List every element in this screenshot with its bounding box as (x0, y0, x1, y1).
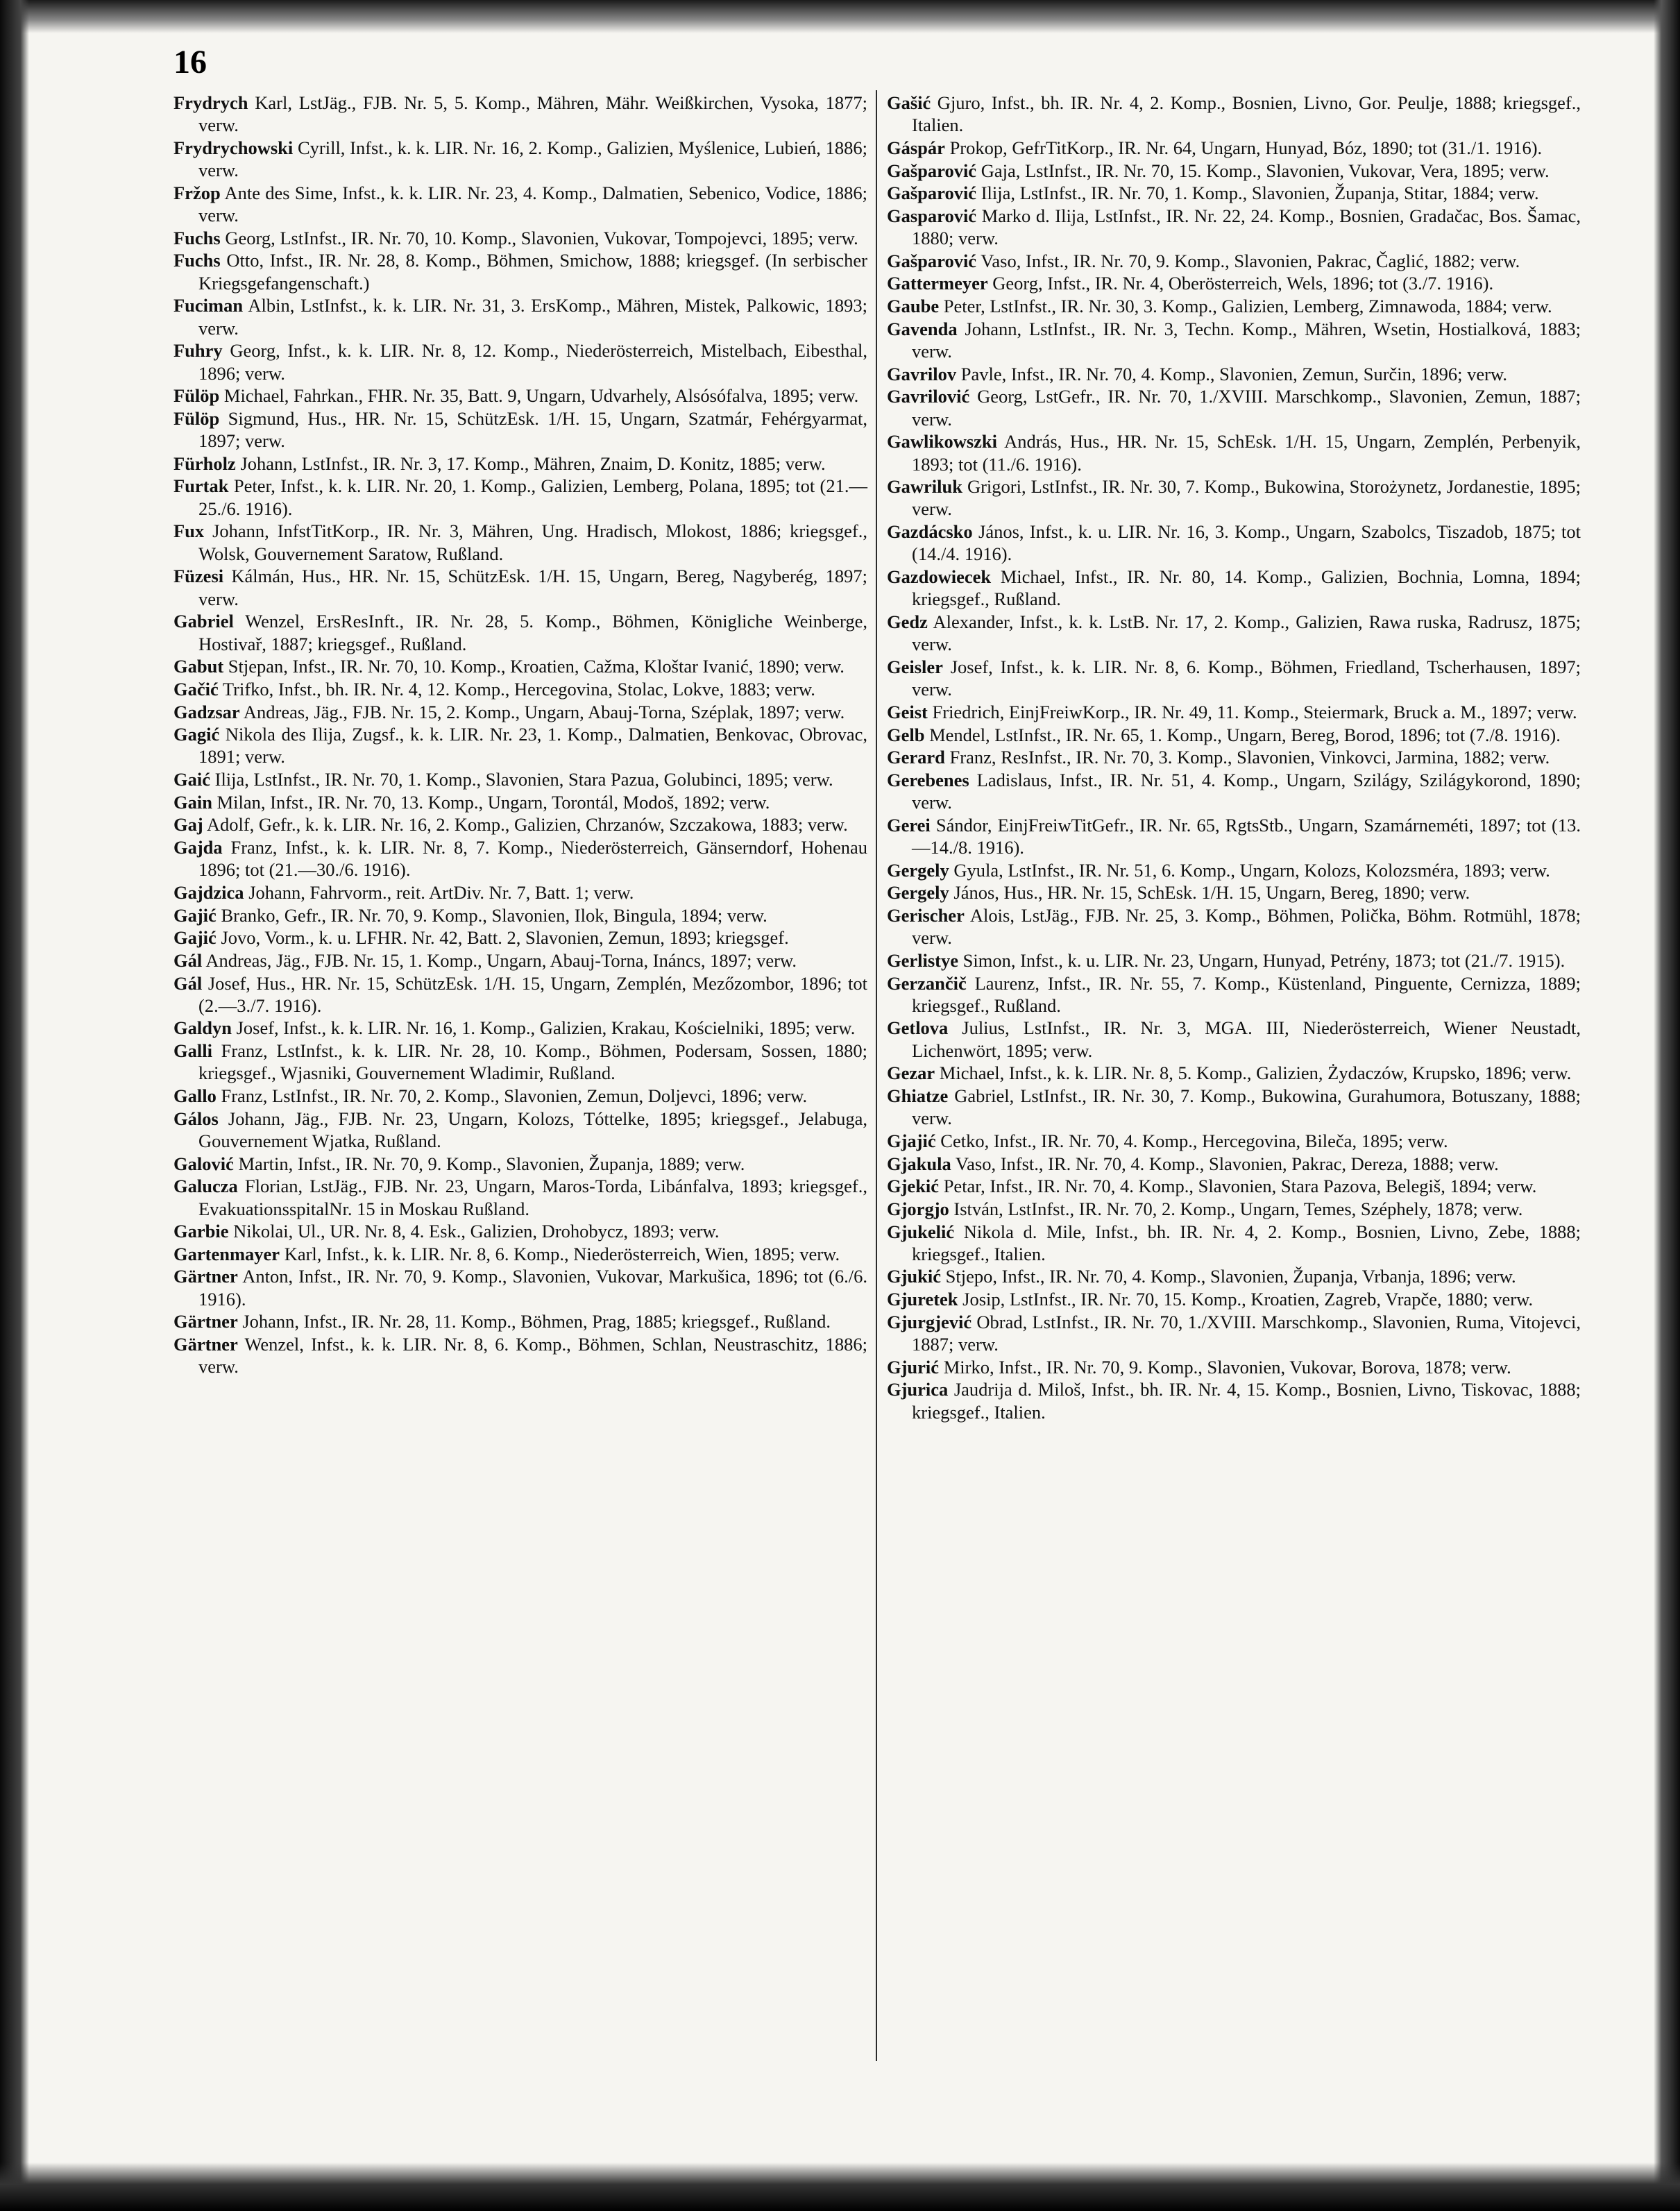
entry-details: Obrad, LstInfst., IR. Nr. 70, 1./XVIII. Marschkomp., Slavonien, Ruma, Vitojevci, 1887; verw. (912, 1311, 1581, 1355)
entry-details: Alois, LstJäg., FJB. Nr. 25, 3. Komp., Böhmen, Polička, Böhm. Rotmühl, 1878; verw. (912, 904, 1581, 949)
casualty-entry (887, 475, 1581, 520)
casualty-entry (173, 249, 867, 294)
entry-surname: Gazdowiecek (887, 566, 992, 588)
entry-surname: Gazdácsko (887, 521, 973, 543)
casualty-entry (887, 701, 1581, 723)
entry-surname: Gačić (173, 678, 219, 700)
entry-surname: Gärtner (173, 1311, 238, 1332)
entry-surname: Gjurgjević (887, 1311, 972, 1332)
casualty-entry (173, 949, 867, 972)
casualty-entry (173, 92, 867, 137)
entry-details: Nikolai, Ul., UR. Nr. 8, 4. Esk., Galizien, Drohobycz, 1893; verw. (228, 1221, 720, 1242)
casualty-entry (173, 1333, 867, 1378)
casualty-entry (887, 904, 1581, 949)
entry-surname: Gajić (173, 927, 217, 949)
casualty-entry (173, 723, 867, 768)
entry-surname: Gajda (173, 837, 223, 858)
entry-surname: Ghiatze (887, 1085, 949, 1107)
entry-surname: Gerzančič (887, 972, 967, 994)
entry-surname: Gattermeyer (887, 273, 988, 294)
casualty-entry (173, 904, 867, 926)
casualty-entry (887, 1198, 1581, 1220)
entry-surname: Gergely (887, 882, 949, 904)
entry-surname: Gaić (173, 769, 210, 790)
entry-details: Andreas, Jäg., FJB. Nr. 15, 1. Komp., Ungarn, Abauj-Torna, Ináncs, 1897; verw. (202, 949, 797, 971)
entry-surname: Gärtner (173, 1334, 238, 1355)
casualty-entry (887, 1017, 1581, 1062)
casualty-entry (173, 520, 867, 565)
entry-details: Peter, LstInfst., IR. Nr. 30, 3. Komp., Galizien, Lemberg, Zimnawoda, 1884; verw. (939, 296, 1552, 317)
entry-surname: Galli (173, 1040, 212, 1062)
entry-details: Georg, LstGefr., IR. Nr. 70, 1./XVIII. Marschkomp., Slavonien, Zemun, 1887; verw. (912, 386, 1581, 430)
casualty-entry (173, 701, 867, 723)
casualty-entry (173, 655, 867, 677)
entry-details: Franz, LstInfst., IR. Nr. 70, 2. Komp., Slavonien, Zemun, Doljevci, 1896; verw. (216, 1085, 808, 1107)
casualty-entry (887, 1311, 1581, 1356)
entry-details: Branko, Gefr., IR. Nr. 70, 9. Komp., Slavonien, Ilok, Bingula, 1894; verw. (216, 904, 767, 926)
casualty-entry (887, 1265, 1581, 1287)
casualty-entry (887, 318, 1581, 363)
casualty-entry (887, 1356, 1581, 1378)
casualty-entry (173, 227, 867, 249)
entry-details: Peter, Infst., k. k. LIR. Nr. 20, 1. Komp., Galizien, Lemberg, Polana, 1895; tot (21.—25./6. 1916). (198, 475, 867, 519)
left-column (173, 92, 867, 1378)
entry-details: Franz, Infst., k. k. LIR. Nr. 8, 7. Komp., Niederösterreich, Gänserndorf, Hohenau 1896; tot (21.—30./6. 1916). (198, 837, 867, 881)
entry-surname: Gavrilović (887, 386, 970, 407)
casualty-entry (887, 814, 1581, 859)
entry-surname: Getlova (887, 1017, 949, 1039)
entry-details: Julius, LstInfst., IR. Nr. 3, MGA. III, Niederösterreich, Wiener Neustadt, Lichenwört, 1895; verw. (912, 1017, 1581, 1061)
entry-details: Martin, Infst., IR. Nr. 70, 9. Komp., Slavonien, Županja, 1889; verw. (233, 1153, 745, 1174)
entry-details: Mendel, LstInfst., IR. Nr. 65, 1. Komp., Ungarn, Bereg, Borod, 1896; tot (7./8. 1916). (924, 724, 1561, 745)
casualty-entry (173, 182, 867, 227)
casualty-entry (887, 1062, 1581, 1084)
entry-details: Franz, ResInfst., IR. Nr. 70, 3. Komp., Slavonien, Vinkovci, Jarmina, 1882; verw. (944, 747, 1550, 768)
casualty-entry (173, 926, 867, 949)
entry-surname: Gjajić (887, 1130, 936, 1151)
entry-surname: Garbie (173, 1221, 229, 1242)
entry-details: Johann, Fahrvorm., reit. ArtDiv. Nr. 7, Batt. 1; verw. (244, 881, 634, 903)
casualty-entry (173, 384, 867, 407)
page-number: 16 (173, 44, 207, 81)
entry-details: Ilija, LstInfst., IR. Nr. 70, 1. Komp., Slavonien, Županja, Stitar, 1884; verw. (976, 183, 1539, 204)
entry-details: Johann, InfstTitKorp., IR. Nr. 3, Mähren, Ung. Hradisch, Mlokost, 1886; kriegsgef., Wolsk, Gouvernement Saratow, Rußland. (198, 520, 867, 564)
casualty-entry (173, 1108, 867, 1153)
entry-details: Milan, Infst., IR. Nr. 70, 13. Komp., Ungarn, Torontál, Modoš, 1892; verw. (212, 791, 770, 813)
entry-details: Josef, Hus., HR. Nr. 15, SchützEsk. 1/H. 15, Ungarn, Zemplén, Mezőzombor, 1896; tot (2.—3./7. 1916). (198, 972, 867, 1016)
entry-surname: Fülöp (173, 385, 220, 407)
entry-surname: Füzesi (173, 566, 224, 587)
casualty-entry (887, 724, 1581, 746)
entry-details: Josef, Infst., k. k. LIR. Nr. 16, 1. Komp., Galizien, Krakau, Kościelniki, 1895; verw. (231, 1017, 856, 1039)
entry-details: Georg, LstInfst., IR. Nr. 70, 10. Komp., Slavonien, Vukovar, Tompojevci, 1895; verw. (220, 227, 858, 248)
entry-details: Adolf, Gefr., k. k. LIR. Nr. 16, 2. Komp., Galizien, Chrzanów, Szczakowa, 1883; verw. (203, 814, 848, 836)
entry-surname: Gjakula (887, 1153, 951, 1174)
entry-surname: Gavenda (887, 318, 958, 339)
entry-details: Stjepan, Infst., IR. Nr. 70, 10. Komp., Kroatien, Cažma, Kloštar Ivanić, 1890; verw. (223, 656, 845, 677)
entry-surname: Frydrych (173, 92, 248, 113)
casualty-entry (173, 565, 867, 610)
entry-details: Johann, LstInfst., IR. Nr. 3, Techn. Komp., Mähren, Wsetin, Hostialková, 1883; verw. (912, 318, 1581, 362)
casualty-entry (173, 972, 867, 1017)
entry-surname: Gál (173, 972, 203, 994)
casualty-entry (887, 746, 1581, 768)
entry-surname: Furtak (173, 475, 229, 497)
casualty-entry (887, 1130, 1581, 1152)
entry-surname: Fuchs (173, 227, 221, 248)
entry-details: Otto, Infst., IR. Nr. 28, 8. Komp., Böhmen, Smichow, 1888; kriegsgef. (In serbischer Kriegsgefangenschaft.) (198, 250, 867, 294)
entry-surname: Gerebenes (887, 769, 969, 790)
entry-details: Johann, Jäg., FJB. Nr. 23, Ungarn, Kolozs, Tóttelke, 1895; kriegsgef., Jelabuga, Gouvernement Wjatka, Rußland. (198, 1108, 867, 1151)
entry-surname: Gašić (887, 92, 931, 113)
scan-border-right (1654, 0, 1680, 2211)
entry-details: Nikola des Ilija, Zugsf., k. k. LIR. Nr. 23, 1. Komp., Dalmatien, Benkovac, Obrovac, 1891; verw. (198, 724, 867, 768)
casualty-entry (173, 836, 867, 881)
casualty-entry (887, 972, 1581, 1017)
entry-details: István, LstInfst., IR. Nr. 70, 2. Komp., Ungarn, Temes, Széphely, 1878; verw. (949, 1198, 1523, 1219)
entry-details: Gaja, LstInfst., IR. Nr. 70, 15. Komp., Slavonien, Vukovar, Vera, 1895; verw. (976, 160, 1550, 181)
entry-details: András, Hus., HR. Nr. 15, SchEsk. 1/H. 15, Ungarn, Zemplén, Perbenyik, 1893; tot (11./6. 1916). (912, 431, 1581, 475)
entry-surname: Gašparović (887, 183, 977, 204)
casualty-entry (173, 1310, 867, 1332)
entry-details: Michael, Infst., IR. Nr. 80, 14. Komp., Galizien, Bochnia, Lomna, 1894; kriegsgef., Rußland. (912, 566, 1581, 610)
column-divider (876, 90, 877, 2061)
casualty-entry (887, 1175, 1581, 1197)
entry-details: Laurenz, Infst., IR. Nr. 55, 7. Komp., Küstenland, Pinguente, Cernizza, 1889; kriegsgef., Rußland. (912, 972, 1581, 1016)
entry-details: Wenzel, ErsResInft., IR. Nr. 28, 5. Komp., Böhmen, Königliche Weinberge, Hostivař, 1887; kriegsgef., Rußland. (198, 611, 867, 654)
casualty-entry (173, 1175, 867, 1220)
entry-details: Josip, LstInfst., IR. Nr. 70, 15. Komp., Kroatien, Zagreb, Vrapče, 1880; verw. (958, 1289, 1534, 1310)
scan-border-left (0, 0, 29, 2211)
entry-surname: Gajić (173, 904, 217, 926)
entry-details: Nikola d. Mile, Infst., bh. IR. Nr. 4, 2. Komp., Bosnien, Livno, Zebe, 1888; kriegsgef., Italien. (912, 1221, 1581, 1264)
entry-surname: Gjekić (887, 1176, 940, 1197)
entry-details: Stjepo, Infst., IR. Nr. 70, 4. Komp., Slavonien, Županja, Vrbanja, 1896; verw. (941, 1266, 1516, 1287)
casualty-entry (887, 769, 1581, 814)
entry-surname: Gáspár (887, 137, 945, 158)
casualty-entry (887, 1378, 1581, 1423)
entry-surname: Gašparović (887, 250, 977, 271)
entry-details: Simon, Infst., k. u. LIR. Nr. 23, Ungarn, Hunyad, Petrény, 1873; tot (21./7. 1915). (958, 949, 1566, 971)
casualty-entry (887, 92, 1581, 137)
entry-surname: Gjukić (887, 1266, 942, 1287)
entry-surname: Gjurić (887, 1356, 940, 1378)
entry-details: Cyrill, Infst., k. k. LIR. Nr. 16, 2. Komp., Galizien, Myślenice, Lubień, 1886; verw. (198, 137, 867, 181)
entry-details: Gyula, LstInfst., IR. Nr. 51, 6. Komp., Ungarn, Kolozs, Kolozsméra, 1893; verw. (949, 859, 1550, 881)
casualty-entry (887, 250, 1581, 272)
entry-details: Anton, Infst., IR. Nr. 70, 9. Komp., Slavonien, Vukovar, Markušica, 1896; tot (6./6. 1916). (198, 1266, 867, 1310)
casualty-entry (887, 160, 1581, 182)
casualty-entry (173, 1243, 867, 1265)
entry-surname: Gadzsar (173, 701, 240, 722)
entry-details: Jaudrija d. Miloš, Infst., bh. IR. Nr. 4, 15. Komp., Bosnien, Livno, Tiskovac, 1888; kriegsgef., Italien. (912, 1379, 1581, 1423)
entry-surname: Gawlikowszki (887, 431, 998, 452)
casualty-entry (887, 1221, 1581, 1266)
entry-surname: Gál (173, 949, 203, 971)
casualty-entry (173, 452, 867, 475)
entry-surname: Gergely (887, 859, 949, 881)
entry-surname: Gjukelić (887, 1221, 955, 1242)
entry-details: Prokop, GefrTitKorp., IR. Nr. 64, Ungarn, Hunyad, Bóz, 1890; tot (31./1. 1916). (944, 137, 1543, 158)
entry-surname: Gaube (887, 296, 940, 317)
entry-details: János, Infst., k. u. LIR. Nr. 16, 3. Komp., Ungarn, Szabolcs, Tiszadob, 1875; tot (14./4. 1916). (912, 521, 1581, 565)
entry-surname: Gjuretek (887, 1289, 958, 1310)
entry-surname: Geisler (887, 656, 943, 677)
entry-details: Georg, Infst., k. k. LIR. Nr. 8, 12. Komp., Niederösterreich, Mistelbach, Eibesthal, 1896; verw. (198, 340, 867, 384)
entry-surname: Gerischer (887, 904, 965, 926)
entry-surname: Gerard (887, 747, 945, 768)
entry-surname: Gagić (173, 724, 220, 745)
casualty-entry (887, 385, 1581, 430)
entry-details: Trifko, Infst., bh. IR. Nr. 4, 12. Komp., Hercegovina, Stolac, Lokve, 1883; verw. (218, 678, 815, 700)
entry-surname: Gedz (887, 611, 928, 632)
casualty-entry (887, 1288, 1581, 1310)
casualty-entry (173, 610, 867, 655)
entry-details: Grigori, LstInfst., IR. Nr. 30, 7. Komp., Bukowina, Storożynetz, Jordanestie, 1895; verw. (912, 476, 1581, 520)
entry-surname: Gezar (887, 1062, 935, 1084)
entry-surname: Gabriel (173, 611, 234, 632)
entry-surname: Gavrilov (887, 363, 957, 384)
scan-border-top (0, 0, 1680, 33)
entry-details: Karl, LstJäg., FJB. Nr. 5, 5. Komp., Mähren, Mähr. Weißkirchen, Vysoka, 1877; verw. (198, 92, 867, 136)
entry-details: Petar, Infst., IR. Nr. 70, 4. Komp., Slavonien, Stara Pazova, Belegiš, 1894; verw. (939, 1176, 1537, 1197)
entry-surname: Gjorgjo (887, 1198, 949, 1219)
entry-details: Mirko, Infst., IR. Nr. 70, 9. Komp., Slavonien, Vukovar, Borova, 1878; verw. (939, 1356, 1511, 1378)
casualty-entry (887, 520, 1581, 566)
entry-details: Josef, Infst., k. k. LIR. Nr. 8, 6. Komp., Böhmen, Friedland, Tscherhausen, 1897; verw. (912, 656, 1581, 700)
entry-surname: Galdyn (173, 1017, 232, 1039)
entry-details: Cetko, Infst., IR. Nr. 70, 4. Komp., Hercegovina, Bileča, 1895; verw. (935, 1130, 1448, 1151)
entry-details: Ilija, LstInfst., IR. Nr. 70, 1. Komp., Slavonien, Stara Pazua, Golubinci, 1895; verw. (210, 769, 833, 790)
casualty-entry (887, 881, 1581, 904)
casualty-entry (887, 566, 1581, 611)
entry-surname: Gaj (173, 814, 203, 836)
entry-surname: Galović (173, 1153, 234, 1174)
entry-details: Gjuro, Infst., bh. IR. Nr. 4, 2. Komp., Bosnien, Livno, Gor. Peulje, 1888; kriegsgef., Italien. (912, 92, 1581, 136)
entry-surname: Gasparović (887, 205, 977, 226)
casualty-entry (887, 611, 1581, 656)
casualty-entry (173, 791, 867, 813)
entry-details: Andreas, Jäg., FJB. Nr. 15, 2. Komp., Ungarn, Abauj-Torna, Széplak, 1897; verw. (239, 701, 845, 722)
casualty-entry (173, 1085, 867, 1107)
entry-details: Wenzel, Infst., k. k. LIR. Nr. 8, 6. Komp., Böhmen, Schlan, Neustraschitz, 1886; verw. (198, 1334, 867, 1378)
entry-surname: Fržop (173, 182, 221, 203)
entry-details: Albin, LstInfst., k. k. LIR. Nr. 31, 3. ErsKomp., Mähren, Mistek, Palkowic, 1893; verw. (198, 295, 867, 339)
entry-details: Alexander, Infst., k. k. LstB. Nr. 17, 2. Komp., Galizien, Rawa ruska, Radrusz, 1875; verw. (912, 611, 1581, 655)
casualty-entry (173, 1040, 867, 1085)
casualty-entry (173, 813, 867, 836)
casualty-entry (887, 1153, 1581, 1175)
entry-surname: Fürholz (173, 452, 236, 474)
casualty-entry (887, 363, 1581, 385)
entry-surname: Gelb (887, 724, 925, 745)
entry-details: Vaso, Infst., IR. Nr. 70, 4. Komp., Slavonien, Pakrac, Dereza, 1888; verw. (951, 1153, 1499, 1174)
entry-surname: Gálos (173, 1108, 219, 1129)
entry-details: Ante des Sime, Infst., k. k. LIR. Nr. 23, 4. Komp., Dalmatien, Sebenico, Vodice, 1886; verw. (198, 182, 867, 226)
entry-details: Gabriel, LstInfst., IR. Nr. 30, 7. Komp., Bukowina, Gurahumora, Botuszany, 1888; verw. (912, 1085, 1581, 1129)
right-column (887, 92, 1581, 1423)
entry-surname: Gabut (173, 656, 224, 677)
entry-surname: Fuhry (173, 340, 223, 362)
entry-surname: Gärtner (173, 1266, 238, 1287)
entry-surname: Geist (887, 701, 928, 722)
casualty-entry (173, 137, 867, 182)
entry-details: Jovo, Vorm., k. u. LFHR. Nr. 42, Batt. 2, Slavonien, Zemun, 1893; kriegsgef. (216, 927, 789, 949)
entry-details: Georg, Infst., IR. Nr. 4, Oberösterreich, Wels, 1896; tot (3./7. 1916). (987, 273, 1494, 294)
casualty-entry (173, 678, 867, 700)
entry-surname: Frydrychowski (173, 137, 294, 158)
entry-details: János, Hus., HR. Nr. 15, SchEsk. 1/H. 15, Ungarn, Bereg, 1890; verw. (949, 882, 1470, 904)
entry-surname: Gawriluk (887, 476, 962, 498)
entry-details: Karl, Infst., k. k. LIR. Nr. 8, 6. Komp., Niederösterreich, Wien, 1895; verw. (280, 1243, 840, 1264)
entry-surname: Fülöp (173, 407, 220, 429)
entry-surname: Gallo (173, 1085, 217, 1107)
entry-surname: Gjurica (887, 1379, 949, 1400)
entry-surname: Galucza (173, 1176, 238, 1197)
casualty-entry (887, 137, 1581, 159)
entry-details: Michael, Fahrkan., FHR. Nr. 35, Batt. 9, Ungarn, Udvarhely, Alsósófalva, 1895; verw. (219, 385, 859, 407)
casualty-entry (173, 407, 867, 452)
entry-surname: Gajdzica (173, 881, 244, 903)
casualty-entry (173, 339, 867, 384)
casualty-entry (887, 656, 1581, 701)
casualty-entry (887, 182, 1581, 204)
casualty-entry (887, 430, 1581, 475)
casualty-entry (173, 1017, 867, 1039)
entry-details: Florian, LstJäg., FJB. Nr. 23, Ungarn, Maros-Torda, Libánfalva, 1893; kriegsgef., EvakuationsspitalNr. 15 in Moskau Rußland. (198, 1176, 867, 1219)
casualty-entry (173, 294, 867, 339)
entry-details: Johann, Infst., IR. Nr. 28, 11. Komp., Böhmen, Prag, 1885; kriegsgef., Rußland. (237, 1311, 831, 1332)
entry-surname: Gerei (887, 814, 931, 836)
entry-details: Johann, LstInfst., IR. Nr. 3, 17. Komp., Mähren, Znaim, D. Konitz, 1885; verw. (235, 452, 826, 474)
entry-surname: Fuciman (173, 295, 244, 316)
casualty-entry (887, 949, 1581, 972)
entry-details: Friedrich, EinjFreiwKorp., IR. Nr. 49, 11. Komp., Steiermark, Bruck a. M., 1897; verw. (927, 701, 1577, 722)
entry-details: Franz, LstInfst., k. k. LIR. Nr. 28, 10. Komp., Böhmen, Podersam, Sossen, 1880; kriegsgef., Wjasniki, Gouvernement Wladimir, Rußland. (198, 1040, 867, 1084)
entry-details: Pavle, Infst., IR. Nr. 70, 4. Komp., Slavonien, Zemun, Surčin, 1896; verw. (956, 363, 1508, 384)
entry-surname: Fux (173, 520, 205, 542)
entry-details: Michael, Infst., k. k. LIR. Nr. 8, 5. Komp., Galizien, Żydaczów, Krupsko, 1896; verw. (935, 1062, 1572, 1084)
casualty-entry (887, 1085, 1581, 1130)
scan-border-bottom (0, 2162, 1680, 2211)
entry-details: Vaso, Infst., IR. Nr. 70, 9. Komp., Slavonien, Pakrac, Čaglić, 1882; verw. (976, 250, 1520, 271)
entry-details: Ladislaus, Infst., IR. Nr. 51, 4. Komp., Ungarn, Szilágy, Szilágykorond, 1890; verw. (912, 769, 1581, 813)
entry-surname: Gašparović (887, 160, 977, 181)
entry-details: Sándor, EinjFreiwTitGefr., IR. Nr. 65, RgtsStb., Ungarn, Szamárneméti, 1897; tot (13.—14./8. 1916). (912, 814, 1581, 858)
entry-details: Marko d. Ilija, LstInfst., IR. Nr. 22, 24. Komp., Bosnien, Gradačac, Bos. Šamac, 1880; verw. (912, 205, 1581, 249)
casualty-entry (173, 1265, 867, 1310)
casualty-entry (173, 1220, 867, 1242)
entry-surname: Gain (173, 791, 212, 813)
casualty-entry (887, 205, 1581, 250)
entry-surname: Gartenmayer (173, 1243, 280, 1264)
entry-details: Sigmund, Hus., HR. Nr. 15, SchützEsk. 1/H. 15, Ungarn, Szatmár, Fehérgyarmat, 1897; verw. (198, 407, 867, 452)
casualty-entry (173, 881, 867, 904)
casualty-entry (173, 1153, 867, 1175)
entry-surname: Fuchs (173, 250, 221, 271)
casualty-entry (887, 859, 1581, 881)
casualty-entry (887, 272, 1581, 294)
casualty-entry (173, 768, 867, 790)
entry-surname: Gerlistye (887, 949, 959, 971)
entry-details: Kálmán, Hus., HR. Nr. 15, SchützEsk. 1/H. 15, Ungarn, Bereg, Nagyberég, 1897; verw. (198, 566, 867, 609)
casualty-entry (173, 475, 867, 520)
casualty-entry (887, 295, 1581, 317)
